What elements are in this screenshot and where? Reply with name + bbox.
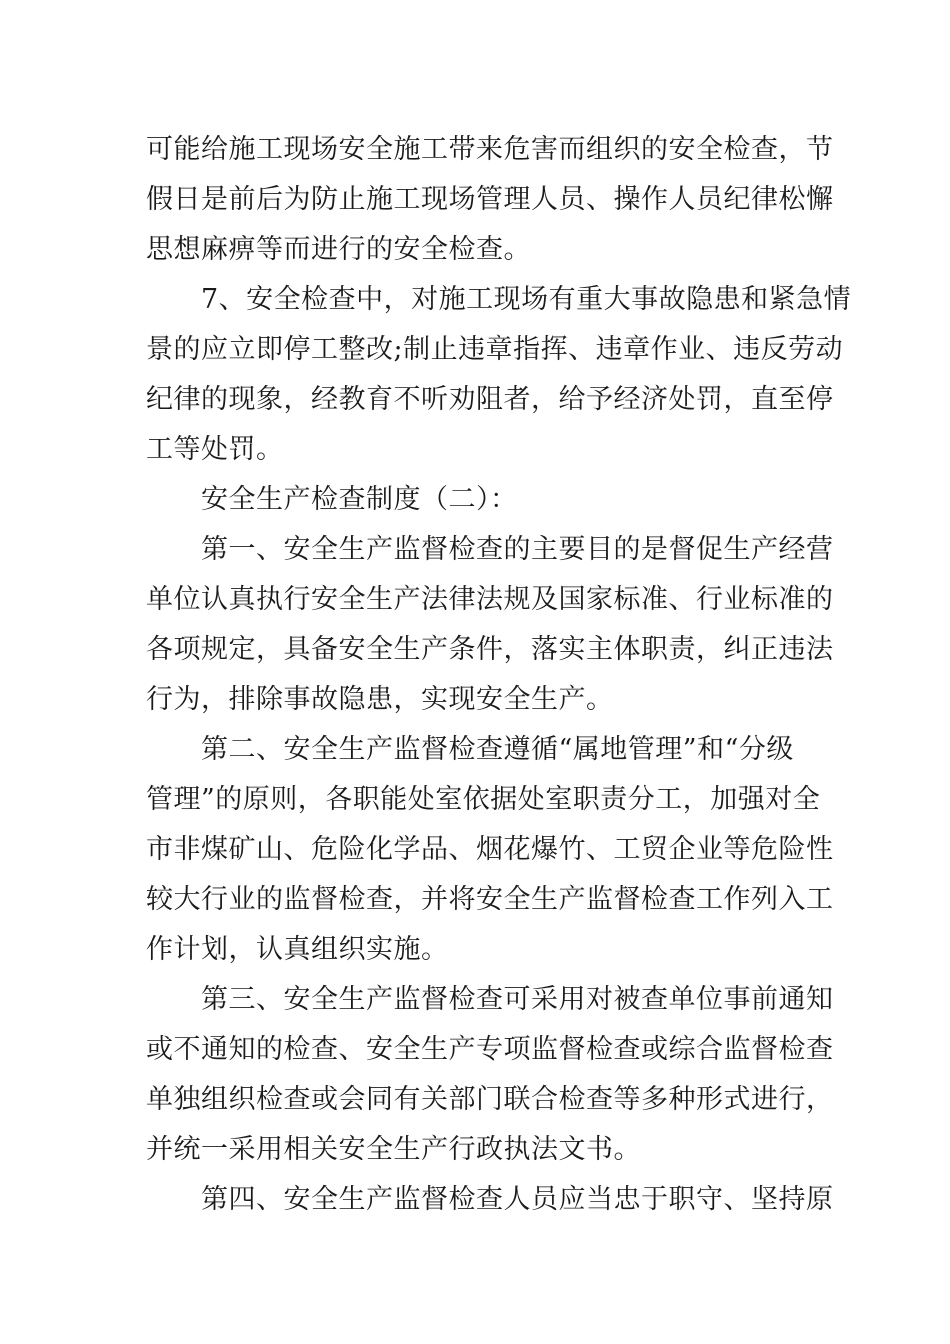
text-line: 各项规定，具备安全生产条件，落实主体职责，纠正违法 bbox=[146, 634, 834, 665]
text-line: 工等处罚。 bbox=[146, 434, 284, 465]
text-line: 7、安全检查中，对施工现场有重大事故隐患和紧急情 bbox=[201, 284, 852, 315]
text-line: 市非煤矿山、危险化学品、烟花爆竹、工贸企业等危险性 bbox=[146, 834, 834, 865]
text-line: 或不通知的检查、安全生产专项监督检查或综合监督检查 bbox=[146, 1034, 834, 1065]
text-line: 景的应立即停工整改;制止违章指挥、违章作业、违反劳动 bbox=[146, 334, 844, 365]
text-line: 第四、安全生产监督检查人员应当忠于职守、坚持原 bbox=[201, 1184, 834, 1215]
text-line: 行为，排除事故隐患，实现安全生产。 bbox=[146, 684, 614, 715]
text-line: 第三、安全生产监督检查可采用对被查单位事前通知 bbox=[201, 984, 834, 1015]
text-line: 纪律的现象，经教育不听劝阻者，给予经济处罚，直至停 bbox=[146, 384, 834, 415]
text-line: 单位认真执行安全生产法律法规及国家标准、行业标准的 bbox=[146, 584, 834, 615]
text-line: 第二、安全生产监督检查遵循“属地管理”和“分级 bbox=[201, 734, 794, 765]
text-line: 较大行业的监督检查，并将安全生产监督检查工作列入工 bbox=[146, 884, 834, 915]
text-line: 管理”的原则，各职能处室依据处室职责分工，加强对全 bbox=[146, 784, 821, 815]
text-line: 第一、安全生产监督检查的主要目的是督促生产经营 bbox=[201, 534, 834, 565]
text-line: 假日是前后为防止施工现场管理人员、操作人员纪律松懈 bbox=[146, 184, 834, 215]
text-line: 作计划，认真组织实施。 bbox=[146, 934, 449, 965]
text-line: 可能给施工现场安全施工带来危害而组织的安全检查，节 bbox=[146, 134, 834, 165]
section-heading: 安全生产检查制度（二）： bbox=[201, 484, 518, 515]
text-line: 思想麻痹等而进行的安全检查。 bbox=[146, 234, 531, 265]
text-line: 单独组织检查或会同有关部门联合检查等多种形式进行， bbox=[146, 1084, 834, 1115]
text-line: 并统一采用相关安全生产行政执法文书。 bbox=[146, 1134, 641, 1165]
